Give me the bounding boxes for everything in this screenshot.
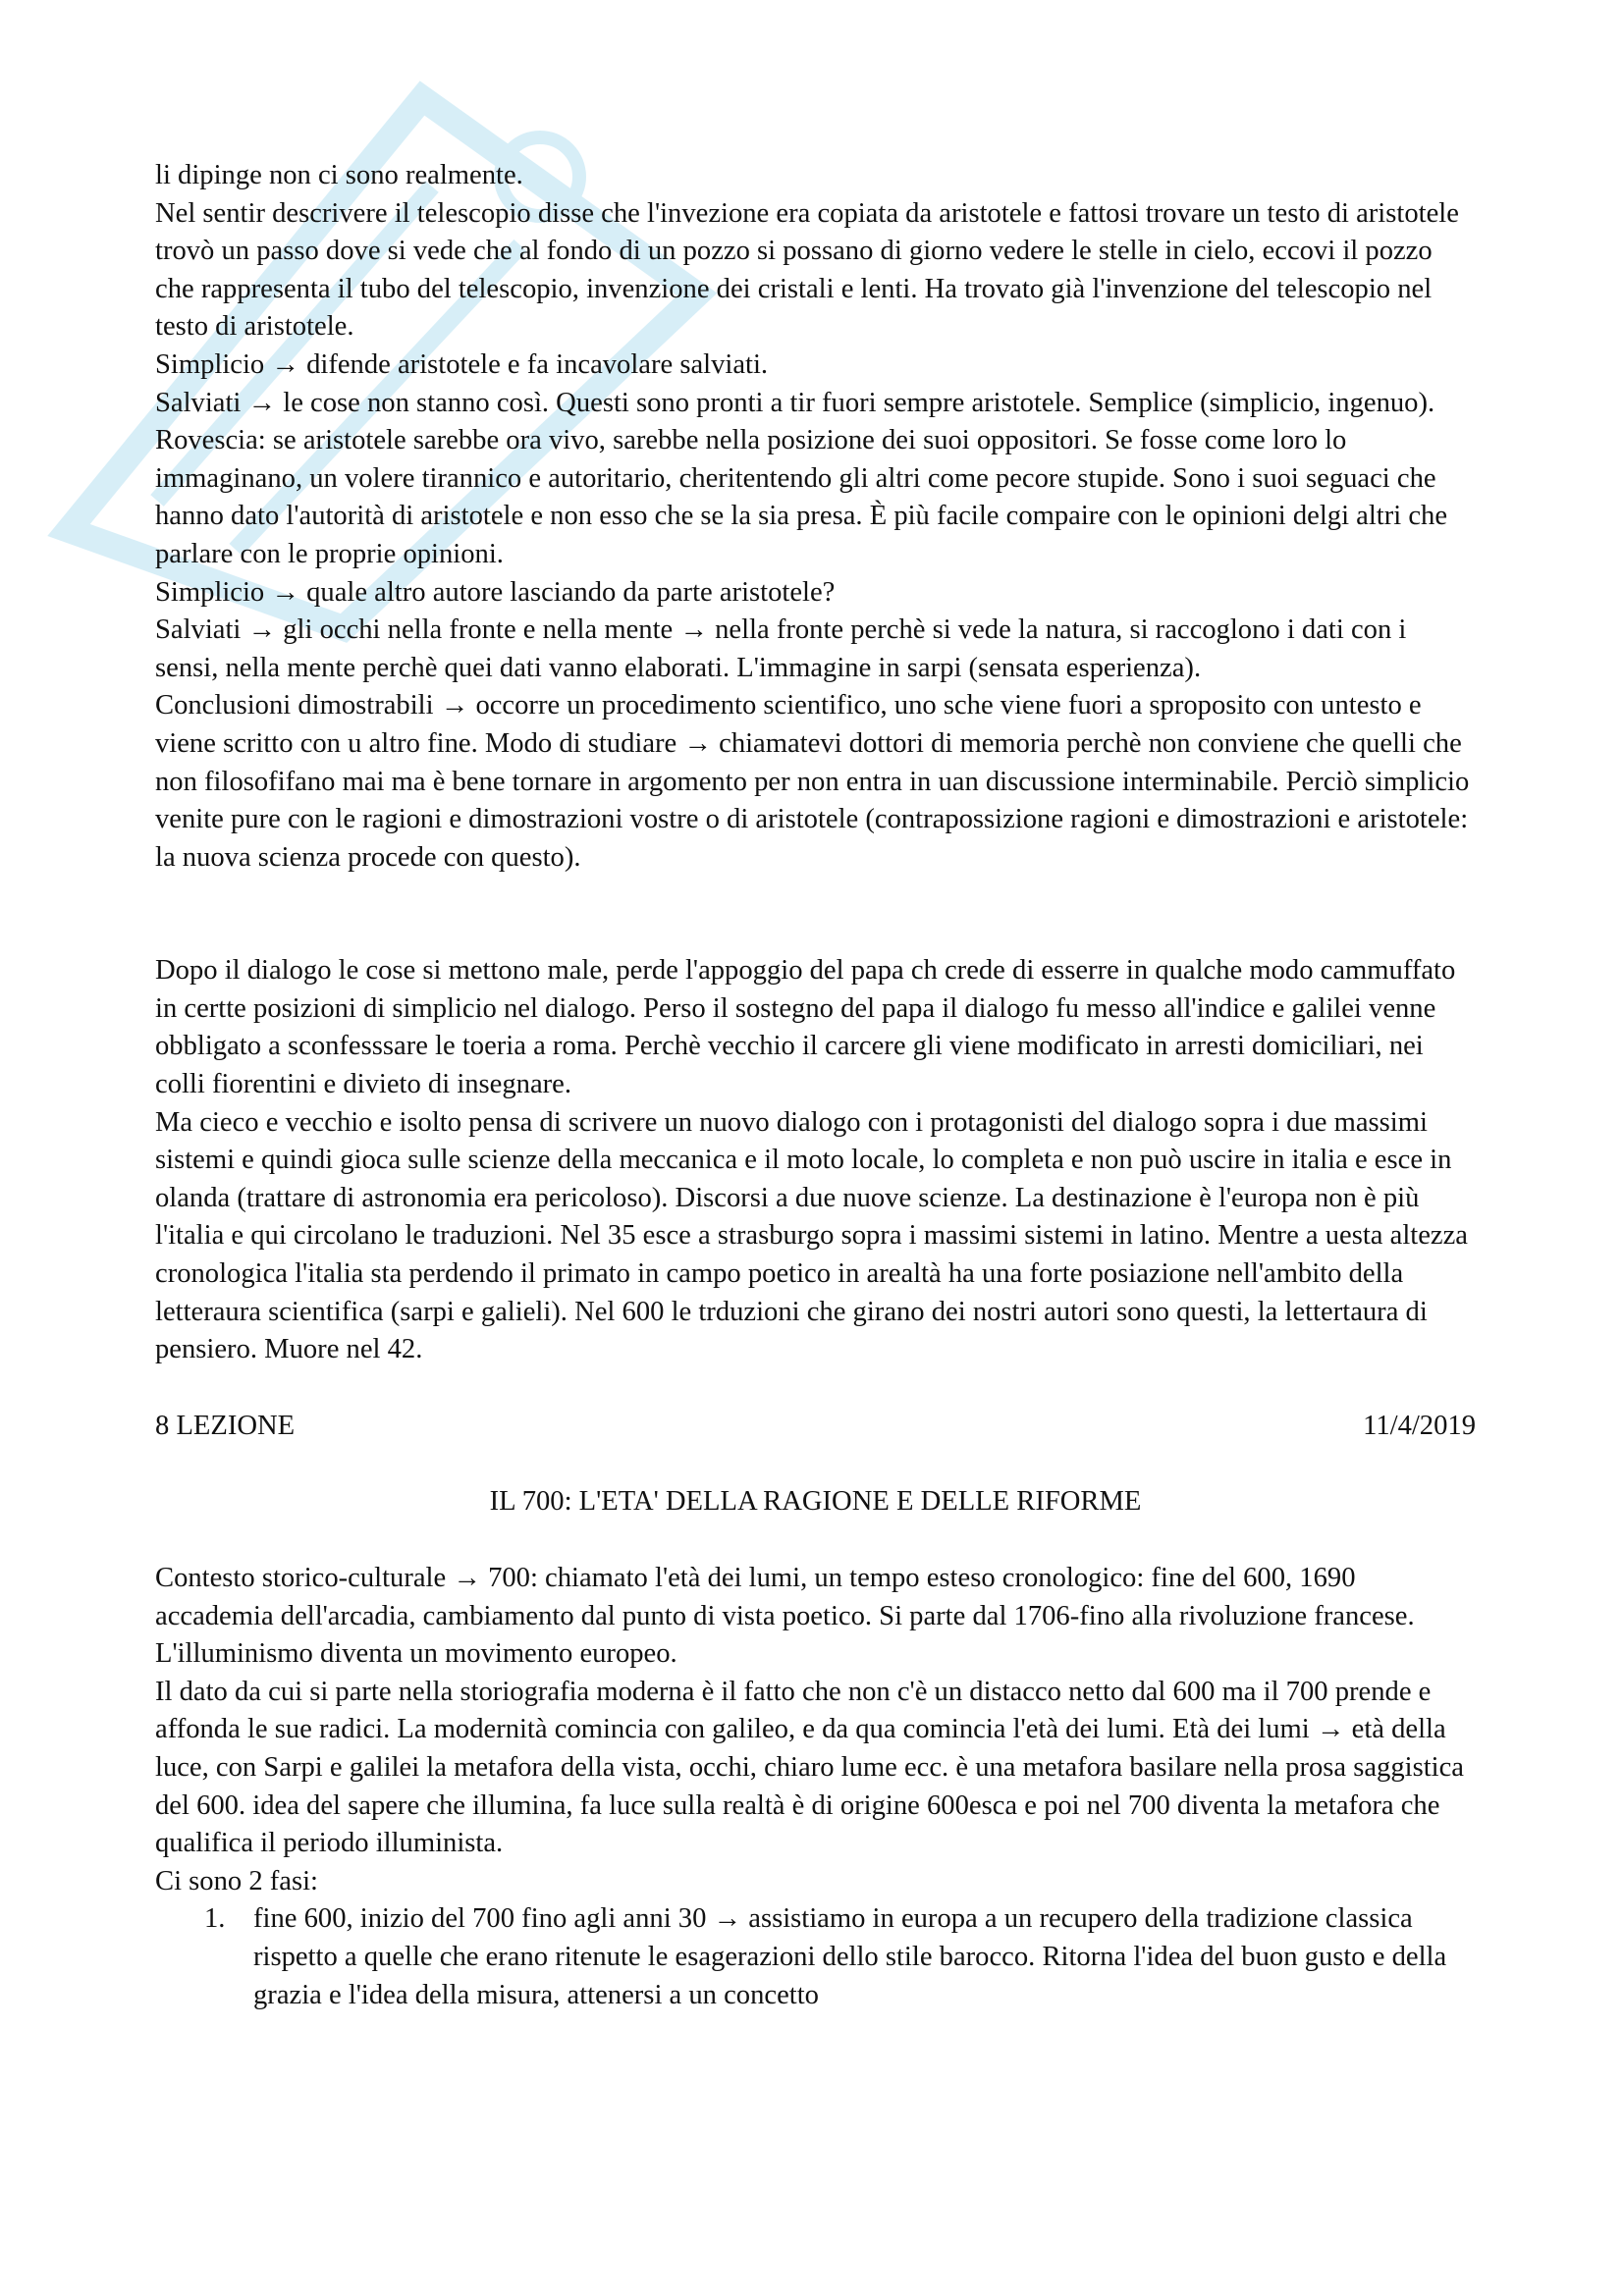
paragraph: li dipinge non ci sono realmente. [155, 160, 523, 190]
paragraph: Simplicio → quale altro autore lasciando da parte aristotele? [155, 576, 836, 608]
paragraph: Il dato da cui si parte nella storiografia moderna è il fatto che non c'è un distacco netto dal 600 ma il 700 prende e affonda le sue radici. La modernità comincia con galileo, e da qua comincia l'età dei lumi. Età dei lumi → età della luce, con Sarpi e galilei la metafora della vista, occhi, chiaro lume ecc. è una metafora basilare nella prosa saggistica del 600. idea del sapere che illumina, fa luce sulla realtà è di origine 600esca e poi nel 700 diventa la metafora che qualifica il periodo illuminista. [155, 1676, 1464, 1859]
text-block-bottom [155, 1560, 1476, 2014]
paragraph: Conclusioni dimostrabili → occorre un procedimento scientifico, uno sche viene fuori a sproposito con untesto e viene scritto con u altro fine. Modo di studiare → chiamatevi dottori di memoria perchè non conviene che quelli che non filosofifano mai ma è bene tornare in argomento per non entra in uan discussione interminabile. Perciò simplicio venite pure con le ragioni e dimostrazioni vostre o di aristotele (contrapossizione ragioni e dimostrazioni e aristotele: la nuova scienza procede con questo). [155, 690, 1470, 873]
lesson-header [155, 1408, 1476, 1446]
document-body [155, 157, 1476, 2014]
paragraph: Nel sentir descrivere il telescopio disse che l'invezione era copiata da aristotele e fattosi trovare un testo di aristotele trovò un passo dove si vede che al fondo di un pozzo si possano di giorno vedere le stelle in cielo, eccovi il pozzo che rappresenta il tubo del telescopio, invenzione dei cristali e lenti. Ha trovato già l'invenzione del telescopio nel testo di aristotele. [155, 197, 1459, 343]
paragraph: Simplicio → difende aristotele e fa incavolare salviati. [155, 348, 769, 380]
lesson-label: 8 LEZIONE [155, 1410, 296, 1441]
paragraph: Contesto storico-culturale → 700: chiamato l'età dei lumi, un tempo esteso cronologico: fine del 600, 1690 accademia dell'arcadia, cambiamento dal punto di vista poetico. Si parte dal 1706-fino alla rivoluzione francese. L'illuminismo diventa un movimento europeo. [155, 1563, 1415, 1670]
list-item [155, 1900, 1476, 2014]
paragraph: Dopo il dialogo le cose si mettono male, perde l'appoggio del papa ch crede di esserre in qualche modo cammuffato in certte posizioni di simplicio nel dialogo. Perso il sostegno del papa il dialogo fu messo all'indice e galilei venne obbligato a sconfesssare le toeria a roma. Perchè vecchio il carcere gli viene modificato in arresti domiciliari, nei colli fiorentini e divieto di insegnare. [155, 955, 1456, 1100]
paragraph: Ci sono 2 fasi: [155, 1865, 319, 1896]
section-title: IL 700: L'ETA' DELLA RAGIONE E DELLE RIFORME [489, 1486, 1142, 1518]
text-block-middle [155, 952, 1476, 1369]
text-block-top [155, 157, 1476, 877]
paragraph: Salviati → le cose non stanno così. Questi sono pronti a tir fuori sempre aristotele. Semplice (simplicio, ingenuo). Rovescia: se aristotele sarebbe ora vivo, sarebbe nella posizione dei suoi oppositori. Se fosse come loro lo immaginano, un volere tirannico e autoritario, cheritentendo gli altri come pecore stupide. Sono i suoi seguaci che hanno dato l'autorità di aristotele e non esso che se la sia presa. È più facile compaire con le opinioni delgi altri che parlare con le proprie opinioni. [155, 387, 1448, 569]
list-item-number: 1. [204, 1903, 226, 1935]
lesson-date: 11/4/2019 [1363, 1410, 1476, 1441]
phases-list [155, 1900, 1476, 2014]
list-item-text: fine 600, inizio del 700 fino agli anni 30 → assistiamo in europa a un recupero della tradizione classica rispetto a quelle che erano ritenute le esagerazioni dello stile barocco. Ritorna l'idea del buon gusto e della grazia e l'idea della misura, attenersi a un concetto [253, 1903, 1447, 2010]
paragraph: Ma cieco e vecchio e isolto pensa di scrivere un nuovo dialogo con i protagonisti del dialogo sopra i due massimi sistemi e quindi gioca sulle scienze della meccanica e il moto locale, lo completa e non può uscire in italia e esce in olanda (trattare di astronomia era pericoloso). Discorsi a due nuove scienze. La destinazione è l'europa non è più l'italia e qui circolano le traduzioni. Nel 35 esce a strasburgo sopra i massimi sistemi in latino. Mentre a uesta altezza cronologica l'italia sta perdendo il primato in campo poetico in arealtà ha una forte posiazione nell'ambito della letteraura scientifica (sarpi e galieli). Nel 600 le trduzioni che girano dei nostri autori sono questi, la lettertaura di pensiero. Muore nel 42. [155, 1106, 1468, 1365]
paragraph: Salviati → gli occhi nella fronte e nella mente → nella fronte perchè si vede la natura, si raccoglono i dati con i sensi, nella mente perchè quei dati vanno elaborati. L'immagine in sarpi (sensata esperienza). [155, 614, 1407, 683]
